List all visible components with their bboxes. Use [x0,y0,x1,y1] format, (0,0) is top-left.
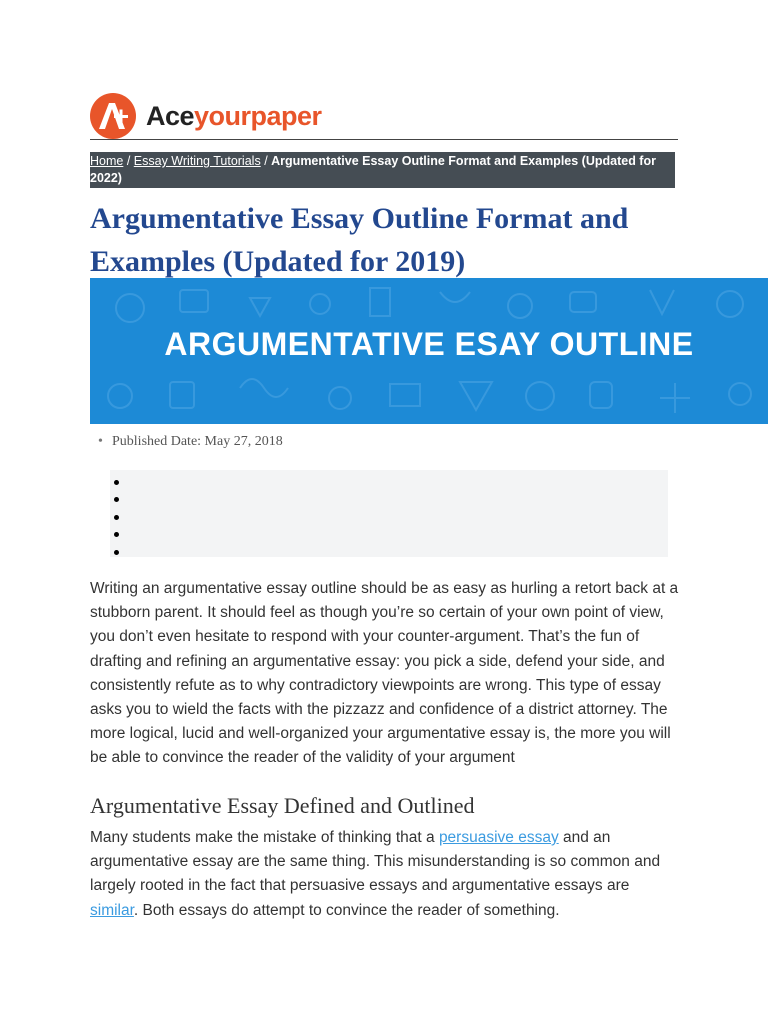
meta-bullet: • [98,434,103,449]
featured-banner-image [90,278,768,424]
published-value: May 27, 2018 [204,434,283,449]
logo-icon [90,93,136,139]
paragraph-text: Many students make the mistake of thinking that a [90,829,439,846]
paragraph-text: and an argumentative essay are the same thing. This misunderstanding is so common and largely rooted in the fact that persuasive essays and argumentative essays are [90,829,661,895]
breadcrumb-tutorials-link[interactable]: Essay Writing Tutorials [133,154,261,168]
published-label: Published Date: [112,434,202,449]
section-heading: Argumentative Essay Defined and Outlined [90,793,475,818]
share-links-box [110,470,668,557]
logo-text-ace: Ace [146,100,195,131]
page-title: Argumentative Essay Outline Format and Examples (Updated for 2019) [90,202,629,278]
breadcrumb [90,152,675,188]
site-logo[interactable] [90,93,322,139]
section-paragraph [90,826,680,923]
breadcrumb-home-link[interactable]: Home [90,154,124,168]
logo-text-rest: yourpaper [194,100,322,131]
breadcrumb-separator: / [126,154,131,168]
logo-wordmark [146,101,322,132]
paragraph-text: . Both essays do attempt to convince the reader of something. [133,901,560,919]
breadcrumb-separator: / [264,154,268,168]
intro-paragraph: Writing an argumentative essay outline should be as easy as hurling a retort back at a stubborn parent. It should feel as though you’re so certain of your own point of view, you don’t even hesitate to respond with your counter-argument. That’s the fun of drafting and refining an argumentative essay: you pick a side, defend your side, and consistently refute as to why contradictory viewpoints are wrong. This type of essay asks you to wield the facts with the pizzazz and confidence of a district attorney. The more logical, lucid and well-organized your argumentative essay is, the more you will be able to convince the reader of the validity of your argument [90,580,679,767]
header-divider [90,139,678,140]
banner-headline: ARGUMENTATIVE ESAY OUTLINE [164,326,694,362]
persuasive-essay-link[interactable]: persuasive essay [438,829,559,846]
published-date [98,434,283,450]
similar-link[interactable]: similar [90,901,134,919]
breadcrumb-current: Argumentative Essay Outline Format and Examples (Updated for 2022) [90,154,656,185]
